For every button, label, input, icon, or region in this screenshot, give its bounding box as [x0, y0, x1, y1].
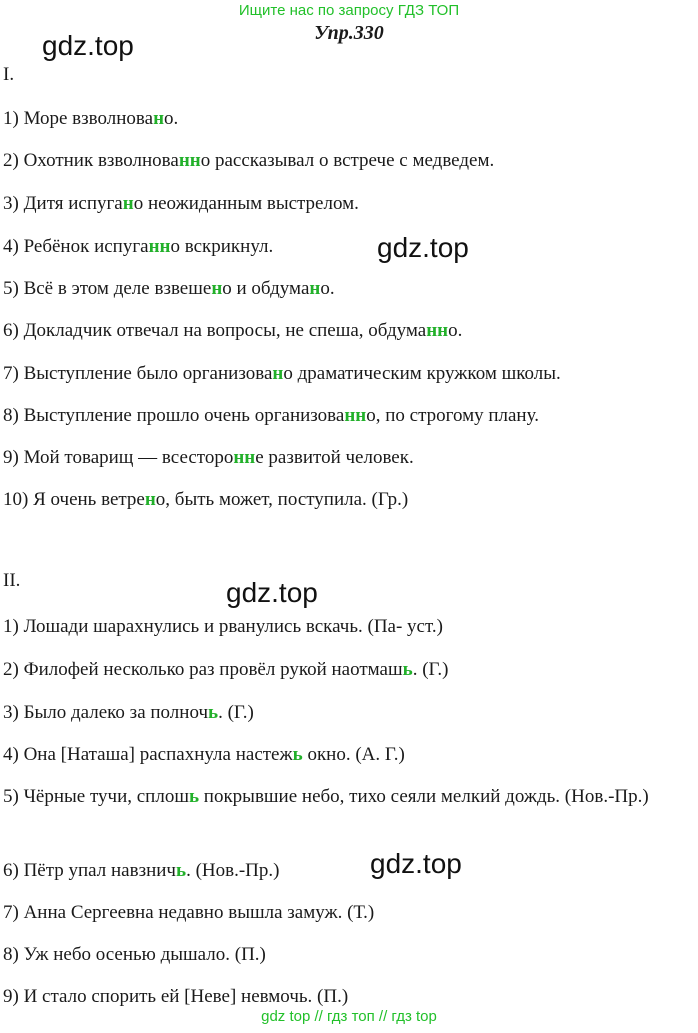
highlighted-letter: н — [211, 278, 223, 299]
line-text: о вскрикнул. — [170, 236, 274, 257]
highlighted-letter: нн — [426, 320, 449, 341]
line-text: 3) Было далеко за полноч — [3, 702, 209, 723]
line-text: о, по строгому плану. — [366, 405, 539, 426]
exercise-line — [3, 403, 695, 429]
line-text: о. — [448, 320, 463, 341]
watermark: gdz.top — [377, 232, 469, 263]
top-banner: Ищите нас по запросу ГДЗ ТОП — [238, 2, 460, 19]
highlighted-letter: нн — [233, 447, 256, 468]
exercise-line — [3, 318, 695, 344]
line-text: о неожиданным выстрелом. — [133, 193, 359, 214]
exercise-line — [3, 234, 695, 260]
exercise-line — [3, 742, 695, 768]
footer-links: gdz top // гдз топ // гдз top — [261, 1008, 437, 1025]
line-text: 8) Выступление прошло очень организова — [3, 405, 345, 426]
watermark: gdz.top — [42, 30, 134, 61]
exercise-line — [3, 191, 695, 217]
exercise-line — [3, 858, 695, 884]
highlighted-letter: нн — [344, 405, 367, 426]
line-text: о драматическим кружком школы. — [283, 363, 561, 384]
line-text: о. — [320, 278, 335, 299]
exercise-line — [3, 276, 695, 302]
line-text: о. — [164, 108, 179, 129]
line-text: покрывшие небо, тихо сеяли мелкий дождь. (Нов.-Пр.) — [199, 786, 649, 807]
highlighted-letter: н — [144, 489, 156, 510]
line-text: 4) Ребёнок испуга — [3, 236, 149, 257]
line-text: 4) Она [Наташа] распахнула настеж — [3, 744, 293, 765]
highlighted-letter: ь — [292, 744, 303, 765]
line-text: 7) Анна Сергеевна недавно вышла замуж. (Т.) — [3, 902, 375, 923]
exercise-line — [3, 361, 695, 387]
highlighted-letter: ь — [402, 659, 413, 680]
line-text: е развитой человек. — [255, 447, 414, 468]
line-text: 10) Я очень ветре — [3, 489, 145, 510]
line-text: о рассказывал о встрече с медведем. — [200, 150, 495, 171]
highlighted-letter: н — [309, 278, 321, 299]
section-two-label: II. — [3, 570, 21, 591]
highlighted-letter: н — [272, 363, 284, 384]
exercise-line — [3, 614, 695, 640]
highlighted-letter: н — [153, 108, 165, 129]
exercise-line — [3, 487, 695, 513]
line-text: 7) Выступление было организова — [3, 363, 273, 384]
highlighted-letter: ь — [188, 786, 200, 807]
exercise-line — [3, 900, 695, 926]
line-text: 1) Лошади шарахнулись и рванулись вскачь. (Па- уст.) — [3, 616, 443, 637]
highlighted-letter: ь — [176, 860, 187, 881]
line-text: окно. (А. Г.) — [302, 744, 405, 765]
exercise-line — [3, 784, 695, 810]
exercise-line — [3, 148, 695, 174]
watermark: gdz.top — [370, 848, 462, 879]
line-text: 6) Пётр упал навзнич — [3, 860, 176, 881]
line-text: . (Г.) — [412, 659, 449, 680]
highlighted-letter: ь — [208, 702, 219, 723]
line-text: 2) Филофей несколько раз провёл рукой наотмаш — [3, 659, 403, 680]
exercise-line — [3, 657, 695, 683]
section-one-label: I. — [3, 64, 15, 85]
line-text: 5) Чёрные тучи, сплош — [3, 786, 189, 807]
line-text: 5) Всё в этом деле взвеше — [3, 278, 212, 299]
line-text: 9) И стало спорить ей [Неве] невмочь. (П.) — [3, 986, 349, 1007]
line-text: . (Г.) — [218, 702, 254, 723]
highlighted-letter: н — [122, 193, 134, 214]
line-text: 2) Охотник взволнова — [3, 150, 179, 171]
exercise-line — [3, 984, 695, 1010]
line-text: о и обдума — [222, 278, 310, 299]
watermark: gdz.top — [226, 577, 318, 608]
line-text: о, быть может, поступила. (Гр.) — [155, 489, 409, 510]
highlighted-letter: нн — [148, 236, 171, 257]
exercise-line — [3, 445, 695, 471]
exercise-line — [3, 106, 695, 132]
line-text: . (Нов.-Пр.) — [186, 860, 280, 881]
exercise-line — [3, 942, 695, 968]
line-text: 3) Дитя испуга — [3, 193, 123, 214]
exercise-title: Упр.330 — [314, 22, 384, 44]
exercise-line — [3, 700, 695, 726]
line-text: 9) Мой товарищ — всесторо — [3, 447, 234, 468]
line-text: 8) Уж небо осенью дышало. (П.) — [3, 944, 266, 965]
line-text: 1) Море взволнова — [3, 108, 154, 129]
highlighted-letter: нн — [178, 150, 201, 171]
line-text: 6) Докладчик отвечал на вопросы, не спеша, обдума — [3, 320, 427, 341]
